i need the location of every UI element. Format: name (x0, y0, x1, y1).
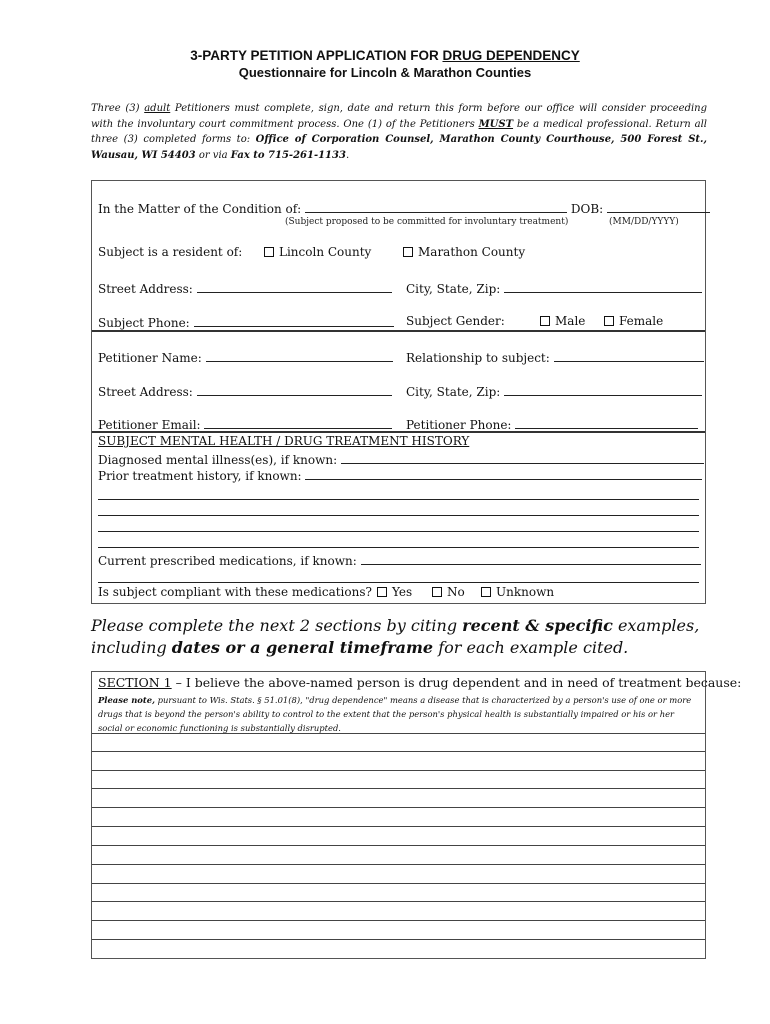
answer-line[interactable] (92, 733, 705, 734)
form-title-emphasis: DRUG DEPENDENCY (442, 48, 580, 63)
relationship-row: Relationship to subject: (406, 349, 704, 365)
yes-checkbox[interactable] (377, 587, 387, 597)
relationship-field[interactable] (554, 349, 704, 362)
answer-line[interactable] (92, 939, 705, 940)
petitioner-name-field[interactable] (206, 349, 393, 362)
answer-line[interactable] (92, 920, 705, 921)
compliance-row: Is subject compliant with these medications? (98, 585, 372, 599)
subject-street-row: Street Address: (98, 280, 392, 296)
resident-label: Subject is a resident of: (98, 245, 243, 259)
dob-field[interactable] (607, 200, 710, 213)
petitioner-phone-row: Petitioner Phone: (406, 416, 698, 432)
section1-box (91, 671, 742, 959)
subject-info-box (91, 180, 706, 604)
answer-line[interactable] (92, 807, 705, 808)
form-header (0, 47, 770, 82)
subject-street-field[interactable] (197, 280, 392, 293)
answer-line[interactable] (92, 901, 705, 902)
answer-line[interactable] (92, 864, 705, 865)
history-line[interactable] (98, 547, 699, 548)
condition-hint: (Subject proposed to be committed for involuntary treatment) (285, 217, 569, 227)
diagnosed-row: Diagnosed mental illness(es), if known: (98, 451, 704, 467)
answer-line[interactable] (92, 826, 705, 827)
marathon-county-option[interactable]: Marathon County (403, 245, 525, 259)
petitioner-city-field[interactable] (504, 383, 702, 396)
petitioner-street-field[interactable] (197, 383, 392, 396)
male-checkbox[interactable] (540, 316, 550, 326)
divider (92, 431, 705, 433)
history-line[interactable] (98, 531, 699, 532)
petitioner-phone-field[interactable] (515, 416, 698, 429)
history-line[interactable] (98, 515, 699, 516)
gender-female-option[interactable]: Female (604, 314, 663, 328)
intro-paragraph: Three (3) adult Petitioners must complete, sign, date and return this form before our office will consider proceeding with the involuntary court commitment process. One (1) of the Petitioners MUST be a medical professional. Return all three (3) completed forms to: Office of Corporation Counsel, Marathon County Courthouse, 500 Forest St., Wausau, WI 54403 or via Fax to 715-261-1133. (91, 103, 708, 161)
dob-label: DOB: (570, 202, 604, 216)
petitioner-street-row: Street Address: (98, 383, 392, 399)
petitioner-city-row: City, State, Zip: (406, 383, 702, 399)
condition-row (98, 200, 710, 216)
form-subtitle: Questionnaire for Lincoln & Marathon Counties (238, 65, 532, 80)
form-title: 3-PARTY PETITION APPLICATION FOR DRUG DEPENDENCY (190, 48, 580, 63)
diagnosed-field[interactable] (341, 451, 704, 464)
condition-label: In the Matter of the Condition of: (98, 202, 302, 216)
compliance-unknown-option[interactable]: Unknown (481, 585, 554, 599)
prior-treatment-row: Prior treatment history, if known: (98, 467, 702, 483)
female-checkbox[interactable] (604, 316, 614, 326)
prior-treatment-field[interactable] (305, 467, 702, 480)
answer-line[interactable] (92, 883, 705, 884)
subject-city-field[interactable] (504, 280, 702, 293)
answer-line[interactable] (92, 751, 705, 752)
condition-field[interactable] (305, 200, 567, 213)
divider (92, 330, 705, 332)
compliance-no-option[interactable]: No (432, 585, 465, 599)
history-title: SUBJECT MENTAL HEALTH / DRUG TREATMENT HISTORY (98, 434, 470, 448)
section1-note: Please note, pursuant to Wis. Stats. § 51.01(8), "drug dependence" means a disease that is characterized by a person's use of one or more drugs that is beyond the person's ability to control to the extent that the person's physical health is substantially impaired or his or her social or economic functioning is substantially disrupted. (98, 695, 692, 733)
subject-gender-row: Subject Gender: (406, 314, 505, 328)
petitioner-email-field[interactable] (204, 416, 392, 429)
section1-heading: SECTION 1 – I believe the above-named person is drug dependent and in need of treatment because: (98, 675, 742, 690)
medications-field[interactable] (361, 552, 701, 565)
medications-row: Current prescribed medications, if known: (98, 552, 701, 568)
subject-phone-row: Subject Phone: (98, 314, 394, 330)
unknown-checkbox[interactable] (481, 587, 491, 597)
gender-male-option[interactable]: Male (540, 314, 585, 328)
marathon-county-checkbox[interactable] (403, 247, 413, 257)
lincoln-county-option[interactable]: Lincoln County (264, 245, 371, 259)
compliance-yes-option[interactable]: Yes (377, 585, 412, 599)
subject-phone-field[interactable] (194, 314, 394, 327)
section-instructions: Please complete the next 2 sections by citing recent & specific examples, including dates or a general timeframe for each example cited. (91, 616, 700, 657)
medications-line[interactable] (98, 582, 699, 583)
petitioner-name-row: Petitioner Name: (98, 349, 393, 365)
resident-row (98, 245, 242, 259)
history-line[interactable] (98, 499, 699, 500)
lincoln-county-checkbox[interactable] (264, 247, 274, 257)
dob-hint: (MM/DD/YYYY) (609, 217, 679, 227)
no-checkbox[interactable] (432, 587, 442, 597)
answer-line[interactable] (92, 788, 705, 789)
answer-line[interactable] (92, 845, 705, 846)
answer-line[interactable] (92, 770, 705, 771)
petitioner-email-row: Petitioner Email: (98, 416, 392, 432)
subject-city-row: City, State, Zip: (406, 280, 702, 296)
